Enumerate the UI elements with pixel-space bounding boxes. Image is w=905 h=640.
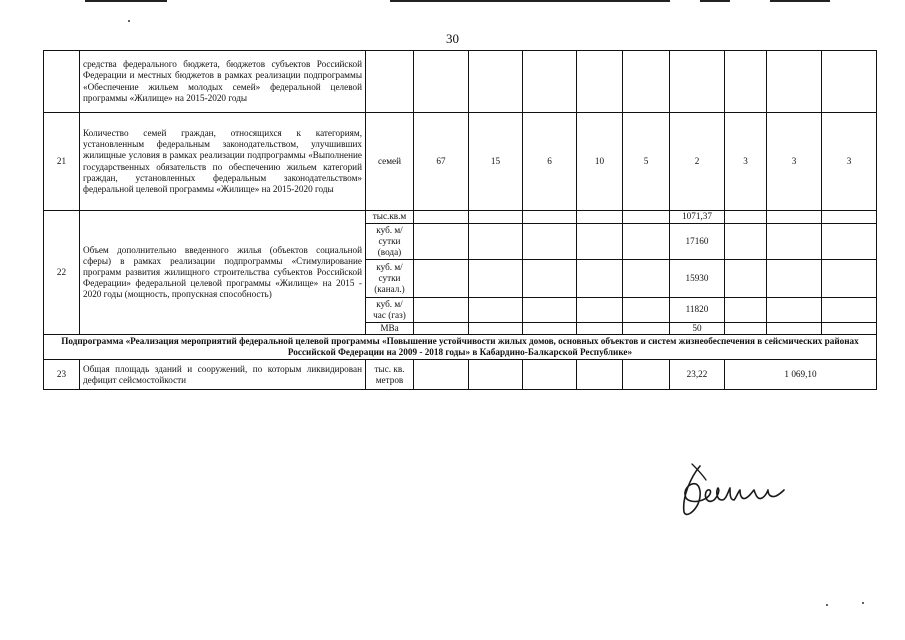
scan-speck [862, 602, 864, 604]
value-cell [523, 298, 577, 323]
value-cell [822, 260, 877, 298]
unit-cell: куб. м/ час (газ) [366, 298, 414, 323]
top-border-line [700, 0, 730, 2]
value-cell: 67 [414, 113, 469, 211]
value-cell [767, 260, 822, 298]
unit-cell: куб. м/ сутки (вода) [366, 224, 414, 260]
table-row [44, 335, 877, 360]
scan-speck [826, 604, 828, 606]
value-cell [469, 323, 523, 335]
value-cell: 15930 [670, 260, 725, 298]
value-cell: 23,22 [670, 360, 725, 390]
value-cell [623, 211, 670, 224]
value-cell [577, 211, 623, 224]
value-cell: 10 [577, 113, 623, 211]
value-cell [523, 260, 577, 298]
value-cell: 3 [767, 113, 822, 211]
value-cell [822, 224, 877, 260]
unit-cell: тыс. кв. метров [366, 360, 414, 390]
value-cell [767, 298, 822, 323]
value-cell [623, 360, 670, 390]
value-cell [767, 323, 822, 335]
top-border-line [390, 0, 670, 2]
unit-cell: куб. м/ сутки (канал.) [366, 260, 414, 298]
indicators-table [43, 50, 877, 390]
top-border-line [770, 0, 830, 2]
value-cell [577, 51, 623, 113]
value-cell [414, 51, 469, 113]
value-cell [414, 211, 469, 224]
table-row [44, 360, 877, 390]
value-cell [577, 224, 623, 260]
value-cell [767, 211, 822, 224]
value-cell [577, 260, 623, 298]
value-cell [725, 224, 767, 260]
indicator-description: средства федерального бюджета, бюджетов субъектов Российской Федерации и местных бюджетов в рамках реализации подпрограммы «Обеспечение жильем молодых семей» федеральной целевой программы «Жилище» на 2015-2020 годы [80, 51, 366, 113]
value-cell [767, 51, 822, 113]
value-cell [623, 51, 670, 113]
indicator-description: Количество семей граждан, относящихся к категориям, установленным федеральным законодательством, улучшивших жилищные условия в рамках реализации подпрограммы «Выполнение государственных обязательств по обеспечению жильем категорий граждан, установленных федеральным законодательством» федеральной целевой программы «Жилище» на 2015-2020 годы [80, 113, 366, 211]
value-cell [725, 298, 767, 323]
value-cell: 1 069,10 [725, 360, 877, 390]
value-cell [822, 323, 877, 335]
value-cell [469, 211, 523, 224]
indicator-description: Объем дополнительно введенного жилья (объектов социальной сферы) в рамках реализации подпрограммы «Стимулирование программ развития жилищного строительства субъектов Российской Федерации» федеральной целевой программы «Жилище» на 2015 - 2020 годы (мощность, пропускная способность) [80, 211, 366, 335]
value-cell [623, 298, 670, 323]
value-cell [523, 211, 577, 224]
row-number: 23 [44, 360, 80, 390]
value-cell: 3 [822, 113, 877, 211]
row-number-cell [44, 51, 80, 113]
value-cell [623, 224, 670, 260]
value-cell: 3 [725, 113, 767, 211]
unit-cell: МВа [366, 323, 414, 335]
value-cell [725, 51, 767, 113]
value-cell [469, 224, 523, 260]
value-cell [577, 360, 623, 390]
row-number: 22 [44, 211, 80, 335]
value-cell [414, 224, 469, 260]
table-row [44, 51, 877, 113]
value-cell [523, 224, 577, 260]
table-row [44, 113, 877, 211]
value-cell [469, 51, 523, 113]
value-cell: 1071,37 [670, 211, 725, 224]
unit-cell: тыс.кв.м [366, 211, 414, 224]
value-cell: 11820 [670, 298, 725, 323]
scan-speck [128, 20, 130, 22]
value-cell [822, 298, 877, 323]
signature-icon [672, 460, 797, 520]
value-cell: 17160 [670, 224, 725, 260]
top-border-line [85, 0, 167, 2]
row-number: 21 [44, 113, 80, 211]
value-cell: 50 [670, 323, 725, 335]
value-cell [577, 323, 623, 335]
value-cell [725, 211, 767, 224]
value-cell [414, 360, 469, 390]
value-cell [623, 260, 670, 298]
value-cell [414, 323, 469, 335]
value-cell [623, 323, 670, 335]
value-cell [469, 260, 523, 298]
page-number: 30 [446, 31, 459, 46]
unit-cell: семей [366, 113, 414, 211]
value-cell [822, 51, 877, 113]
value-cell [577, 298, 623, 323]
value-cell [523, 360, 577, 390]
indicator-description: Общая площадь зданий и сооружений, по которым ликвидирован дефицит сейсмостойкости [80, 360, 366, 390]
value-cell: 6 [523, 113, 577, 211]
value-cell: 2 [670, 113, 725, 211]
value-cell [725, 323, 767, 335]
value-cell: 15 [469, 113, 523, 211]
unit-cell [366, 51, 414, 113]
value-cell [523, 51, 577, 113]
value-cell: 5 [623, 113, 670, 211]
value-cell [822, 211, 877, 224]
value-cell [523, 323, 577, 335]
value-cell [469, 298, 523, 323]
value-cell [414, 298, 469, 323]
subprogram-heading: Подпрограмма «Реализация мероприятий федеральной целевой программы «Повышение устойчивости жилых домов, основных объектов и систем жизнеобеспечения в сейсмических районах Российской Федерации на 2009 - 2018 годы» в Кабардино-Балкарской Республике» [44, 335, 877, 360]
value-cell [414, 260, 469, 298]
value-cell [469, 360, 523, 390]
value-cell [767, 224, 822, 260]
value-cell [725, 260, 767, 298]
value-cell [670, 51, 725, 113]
table-row [44, 211, 877, 224]
